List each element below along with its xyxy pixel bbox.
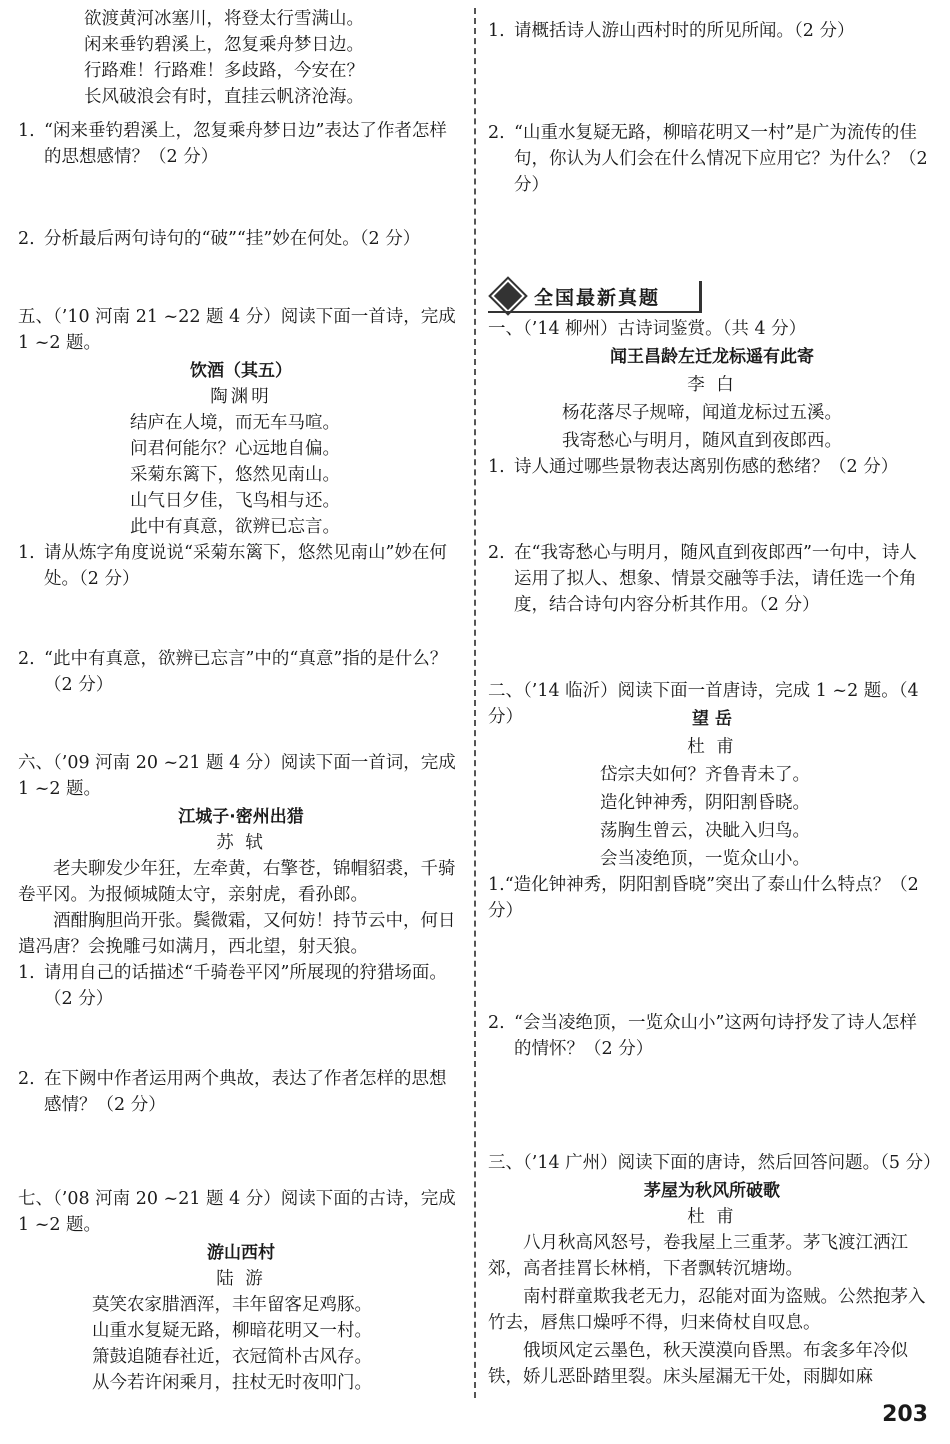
poem-paragraph: 八月秋高风怒号，卷我屋上三重茅。茅飞渡江洒江郊，高者挂罥长林梢，下者飘转沉塘坳。 bbox=[488, 1233, 908, 1279]
poem-paragraph: 南村群童欺我老无力，忍能对面为盗贼。公然抱茅入竹去，唇焦口燥呼不得，归来倚杖自叹息。 bbox=[488, 1287, 926, 1333]
column-divider bbox=[474, 8, 476, 1398]
question-number: 1. bbox=[488, 875, 505, 895]
question-number: 2. bbox=[18, 229, 35, 249]
question-text: 在“我寄愁心与明月，随风直到夜郎西”一句中，诗人运用了拟人、想象、情景交融等手法，请任选一个角度，结合诗句内容分析其作用。（2 分） bbox=[514, 543, 917, 615]
question-number: 2. bbox=[488, 123, 505, 143]
question-number: 2. bbox=[18, 1069, 35, 1089]
question bbox=[18, 118, 462, 170]
poem-line: 采菊东篱下，悠然见南山。 bbox=[130, 465, 340, 485]
question-number: 1. bbox=[18, 543, 35, 563]
poem-title: 游山西村 bbox=[207, 1243, 275, 1263]
question-text: “会当凌绝顶，一览众山小”这两句诗抒发了诗人怎样的情怀？（2 分） bbox=[514, 1013, 917, 1059]
question-text: 请从炼字角度说说“采菊东篱下，悠然见南山”妙在何处。（2 分） bbox=[44, 543, 447, 589]
question-number: 1. bbox=[18, 121, 35, 141]
question-number: 2. bbox=[18, 649, 35, 669]
poem-author: 杜 甫 bbox=[687, 1207, 737, 1227]
question bbox=[488, 454, 932, 480]
poem-line: 岱宗夫如何？齐鲁青未了。 bbox=[600, 765, 810, 785]
poem-line: 荡胸生曾云，决眦入归鸟。 bbox=[600, 821, 810, 841]
question-text: 分析最后两句诗句的“破”“挂”妙在何处。（2 分） bbox=[44, 229, 421, 249]
poem-paragraph: 俄顷风定云墨色，秋天漠漠向昏黑。布衾多年冷似铁，娇儿恶卧踏里裂。床头屋漏无干处，雨脚如麻 bbox=[488, 1341, 908, 1387]
section-heading: 二、（’14 临沂）阅读下面一首唐诗，完成 1 ~2 题。（4 分） bbox=[488, 681, 919, 727]
diamond-icon bbox=[491, 279, 525, 313]
poem-line: 会当凌绝顶，一览众山小。 bbox=[600, 849, 810, 869]
question-number: 1. bbox=[488, 21, 505, 41]
poem-line: 箫鼓追随春社近，衣冠简朴古风存。 bbox=[92, 1347, 372, 1367]
question-text: “此中有真意，欲辨已忘言”中的“真意”指的是什么？（2 分） bbox=[44, 649, 448, 695]
poem-line: 山重水复疑无路，柳暗花明又一村。 bbox=[92, 1321, 372, 1341]
poem-line: 从今若许闲乘月，拄杖无时夜叩门。 bbox=[92, 1373, 372, 1393]
question-number: 1. bbox=[488, 457, 505, 477]
poem-line: 结庐在人境，而无车马喧。 bbox=[130, 413, 340, 433]
poem-title: 闻王昌龄左迁龙标遥有此寄 bbox=[610, 347, 814, 367]
poem-line: 欲渡黄河冰塞川，将登太行雪满山。 bbox=[84, 9, 364, 29]
section-heading: 三、（’14 广州）阅读下面的唐诗，然后回答问题。（5 分） bbox=[488, 1153, 941, 1173]
section-heading: 五、（’10 河南 21 ~22 题 4 分）阅读下面一首诗，完成 1 ~2 题。 bbox=[18, 307, 456, 353]
poem-title: 望 岳 bbox=[692, 709, 732, 729]
question bbox=[488, 540, 932, 618]
poem-line: 山气日夕佳，飞鸟相与还。 bbox=[130, 491, 340, 511]
poem-line: 长风破浪会有时，直挂云帆济沧海。 bbox=[84, 87, 364, 107]
poem-author: 苏 轼 bbox=[216, 833, 266, 853]
poem-line: 此中有真意，欲辨已忘言。 bbox=[130, 517, 340, 537]
page-number: 203 bbox=[882, 1402, 928, 1427]
section-heading: 六、（’09 河南 20 ~21 题 4 分）阅读下面一首词，完成 1 ~2 题。 bbox=[18, 753, 456, 799]
poem-line: 杨花落尽子规啼，闻道龙标过五溪。 bbox=[562, 403, 842, 423]
poem-line: 莫笑农家腊酒浑，丰年留客足鸡豚。 bbox=[92, 1295, 372, 1315]
question-number: 1. bbox=[18, 963, 35, 983]
poem-author: 李 白 bbox=[687, 375, 737, 395]
question-text: 请概括诗人游山西村时的所见所闻。（2 分） bbox=[514, 21, 855, 41]
poem-paragraph: 酒酣胸胆尚开张。鬓微霜，又何妨！持节云中，何日遣冯唐？会挽雕弓如满月，西北望，射天狼。 bbox=[18, 911, 456, 957]
question-text: 请用自己的话描述“千骑卷平冈”所展现的狩猎场面。（2 分） bbox=[44, 963, 447, 1009]
poem-author: 陶渊明 bbox=[210, 387, 272, 407]
question bbox=[18, 646, 462, 698]
question bbox=[488, 1010, 932, 1062]
poem-line: 问君何能尔？心远地自偏。 bbox=[130, 439, 340, 459]
poem-title: 饮酒（其五） bbox=[190, 361, 292, 381]
question-text: 诗人通过哪些景物表达离别伤感的愁绪？（2 分） bbox=[514, 457, 899, 477]
question-text: “山重水复疑无路，柳暗花明又一村”是广为流传的佳句，你认为人们会在什么情况下应用它？为什么？（2 分） bbox=[514, 123, 928, 195]
question bbox=[488, 120, 932, 198]
question bbox=[18, 540, 462, 592]
section-banner bbox=[488, 281, 702, 311]
poem-line: 闲来垂钓碧溪上，忽复乘舟梦日边。 bbox=[84, 35, 364, 55]
question bbox=[488, 872, 934, 924]
section-heading: 一、（’14 柳州）古诗词鉴赏。（共 4 分） bbox=[488, 319, 807, 339]
question bbox=[18, 226, 462, 252]
question-text: “造化钟神秀，阴阳割昏晓”突出了泰山什么特点？（2 分） bbox=[488, 875, 919, 921]
poem-line: 行路难！行路难！多歧路，今安在？ bbox=[84, 61, 364, 81]
question-number: 2. bbox=[488, 1013, 505, 1033]
section-heading: 七、（’08 河南 20 ~21 题 4 分）阅读下面的古诗，完成 1 ~2 题。 bbox=[18, 1189, 456, 1235]
question-text: 在下阙中作者运用两个典故，表达了作者怎样的思想感情？（2 分） bbox=[44, 1069, 447, 1115]
poem-paragraph: 老夫聊发少年狂，左牵黄，右擎苍，锦帽貂裘，千骑卷平冈。为报倾城随太守，亲射虎，看孙郎。 bbox=[18, 859, 456, 905]
question-number: 2. bbox=[488, 543, 505, 563]
poem-author: 陆 游 bbox=[216, 1269, 266, 1289]
poem-title: 茅屋为秋风所破歌 bbox=[644, 1181, 780, 1201]
question-text: “闲来垂钓碧溪上，忽复乘舟梦日边”表达了作者怎样的思想感情？（2 分） bbox=[44, 121, 447, 167]
question bbox=[18, 1066, 462, 1118]
question bbox=[18, 960, 462, 1012]
banner-title: 全国最新真题 bbox=[534, 286, 661, 309]
poem-line: 我寄愁心与明月，随风直到夜郎西。 bbox=[562, 431, 842, 451]
question bbox=[488, 18, 932, 44]
poem-title: 江城子·密州出猎 bbox=[178, 807, 304, 827]
poem-author: 杜 甫 bbox=[687, 737, 737, 757]
poem-line: 造化钟神秀，阴阳割昏晓。 bbox=[600, 793, 810, 813]
